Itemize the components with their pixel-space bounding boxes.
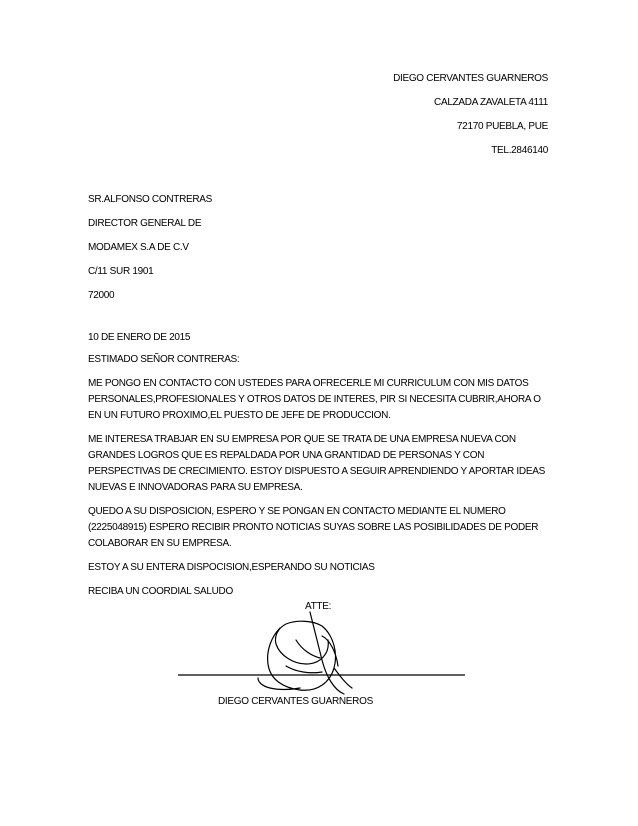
sender-name: DIEGO CERVANTES GUARNEROS: [393, 73, 548, 84]
letter-closing: RECIBA UN COORDIAL SALUDO: [88, 586, 233, 597]
sender-street: CALZADA ZAVALETA 4111: [434, 97, 548, 108]
signature-scribble: [258, 612, 352, 694]
signer-name: DIEGO CERVANTES GUARNEROS: [218, 696, 373, 707]
letter-salutation: ESTIMADO SEÑOR CONTRERAS:: [88, 354, 240, 365]
recipient-zip: 72000: [88, 290, 115, 301]
letter-paragraph-1: ME PONGO EN CONTACTO CON USTEDES PARA OFRECERLE MI CURRICULUM CON MIS DATOS PERSONALES,PROFESIONALES Y OTROS DATOS DE INTERES, PIR SI NECESITA CUBRIR,AHORA O EN UN FUTURO PROXIMO,EL PUESTO DE JEFE DE PRODUCCION.: [88, 378, 541, 421]
letter-date: 10 DE ENERO DE 2015: [88, 332, 191, 343]
letter-paragraph-3: QUEDO A SU DISPOSICION, ESPERO Y SE PONGAN EN CONTACTO MEDIANTE EL NUMERO (2225048915) ESPERO RECIBIR PRONTO NOTICIAS SUYAS SOBRE LAS POSIBILIDADES DE PODER COLABORAR EN SU EMPRESA.: [88, 506, 539, 549]
sender-block: [393, 72, 548, 168]
sender-phone: TEL.2846140: [491, 145, 548, 156]
letter-paragraph-2: ME INTERESA TRABJAR EN SU EMPRESA POR QUE SE TRATA DE UNA EMPRESA NUEVA CON GRANDES LOGROS QUE ES REPALDADA POR UNA GRANTIDAD DE PERSONAS Y CON PERSPECTIVAS DE CRECIMIENTO. ESTOY DISPUESTO A SEGUIR APRENDIENDO Y APORTAR IDEAS NUEVAS E INNOVADORAS PARA SU EMPRESA.: [88, 434, 545, 493]
recipient-title: DIRECTOR GENERAL DE: [88, 218, 202, 229]
recipient-name: SR.ALFONSO CONTRERAS: [88, 194, 213, 205]
recipient-block: [88, 193, 212, 313]
letter-body: [88, 330, 550, 608]
letter-paragraph-4: ESTOY A SU ENTERA DISPOCISION,ESPERANDO SU NOTICIAS: [88, 562, 375, 573]
sender-city: 72170 PUEBLA, PUE: [456, 121, 548, 132]
recipient-street: C/11 SUR 1901: [88, 266, 154, 277]
recipient-company: MODAMEX S.A DE C.V: [88, 242, 189, 253]
atte-label: ATTE:: [305, 601, 332, 612]
